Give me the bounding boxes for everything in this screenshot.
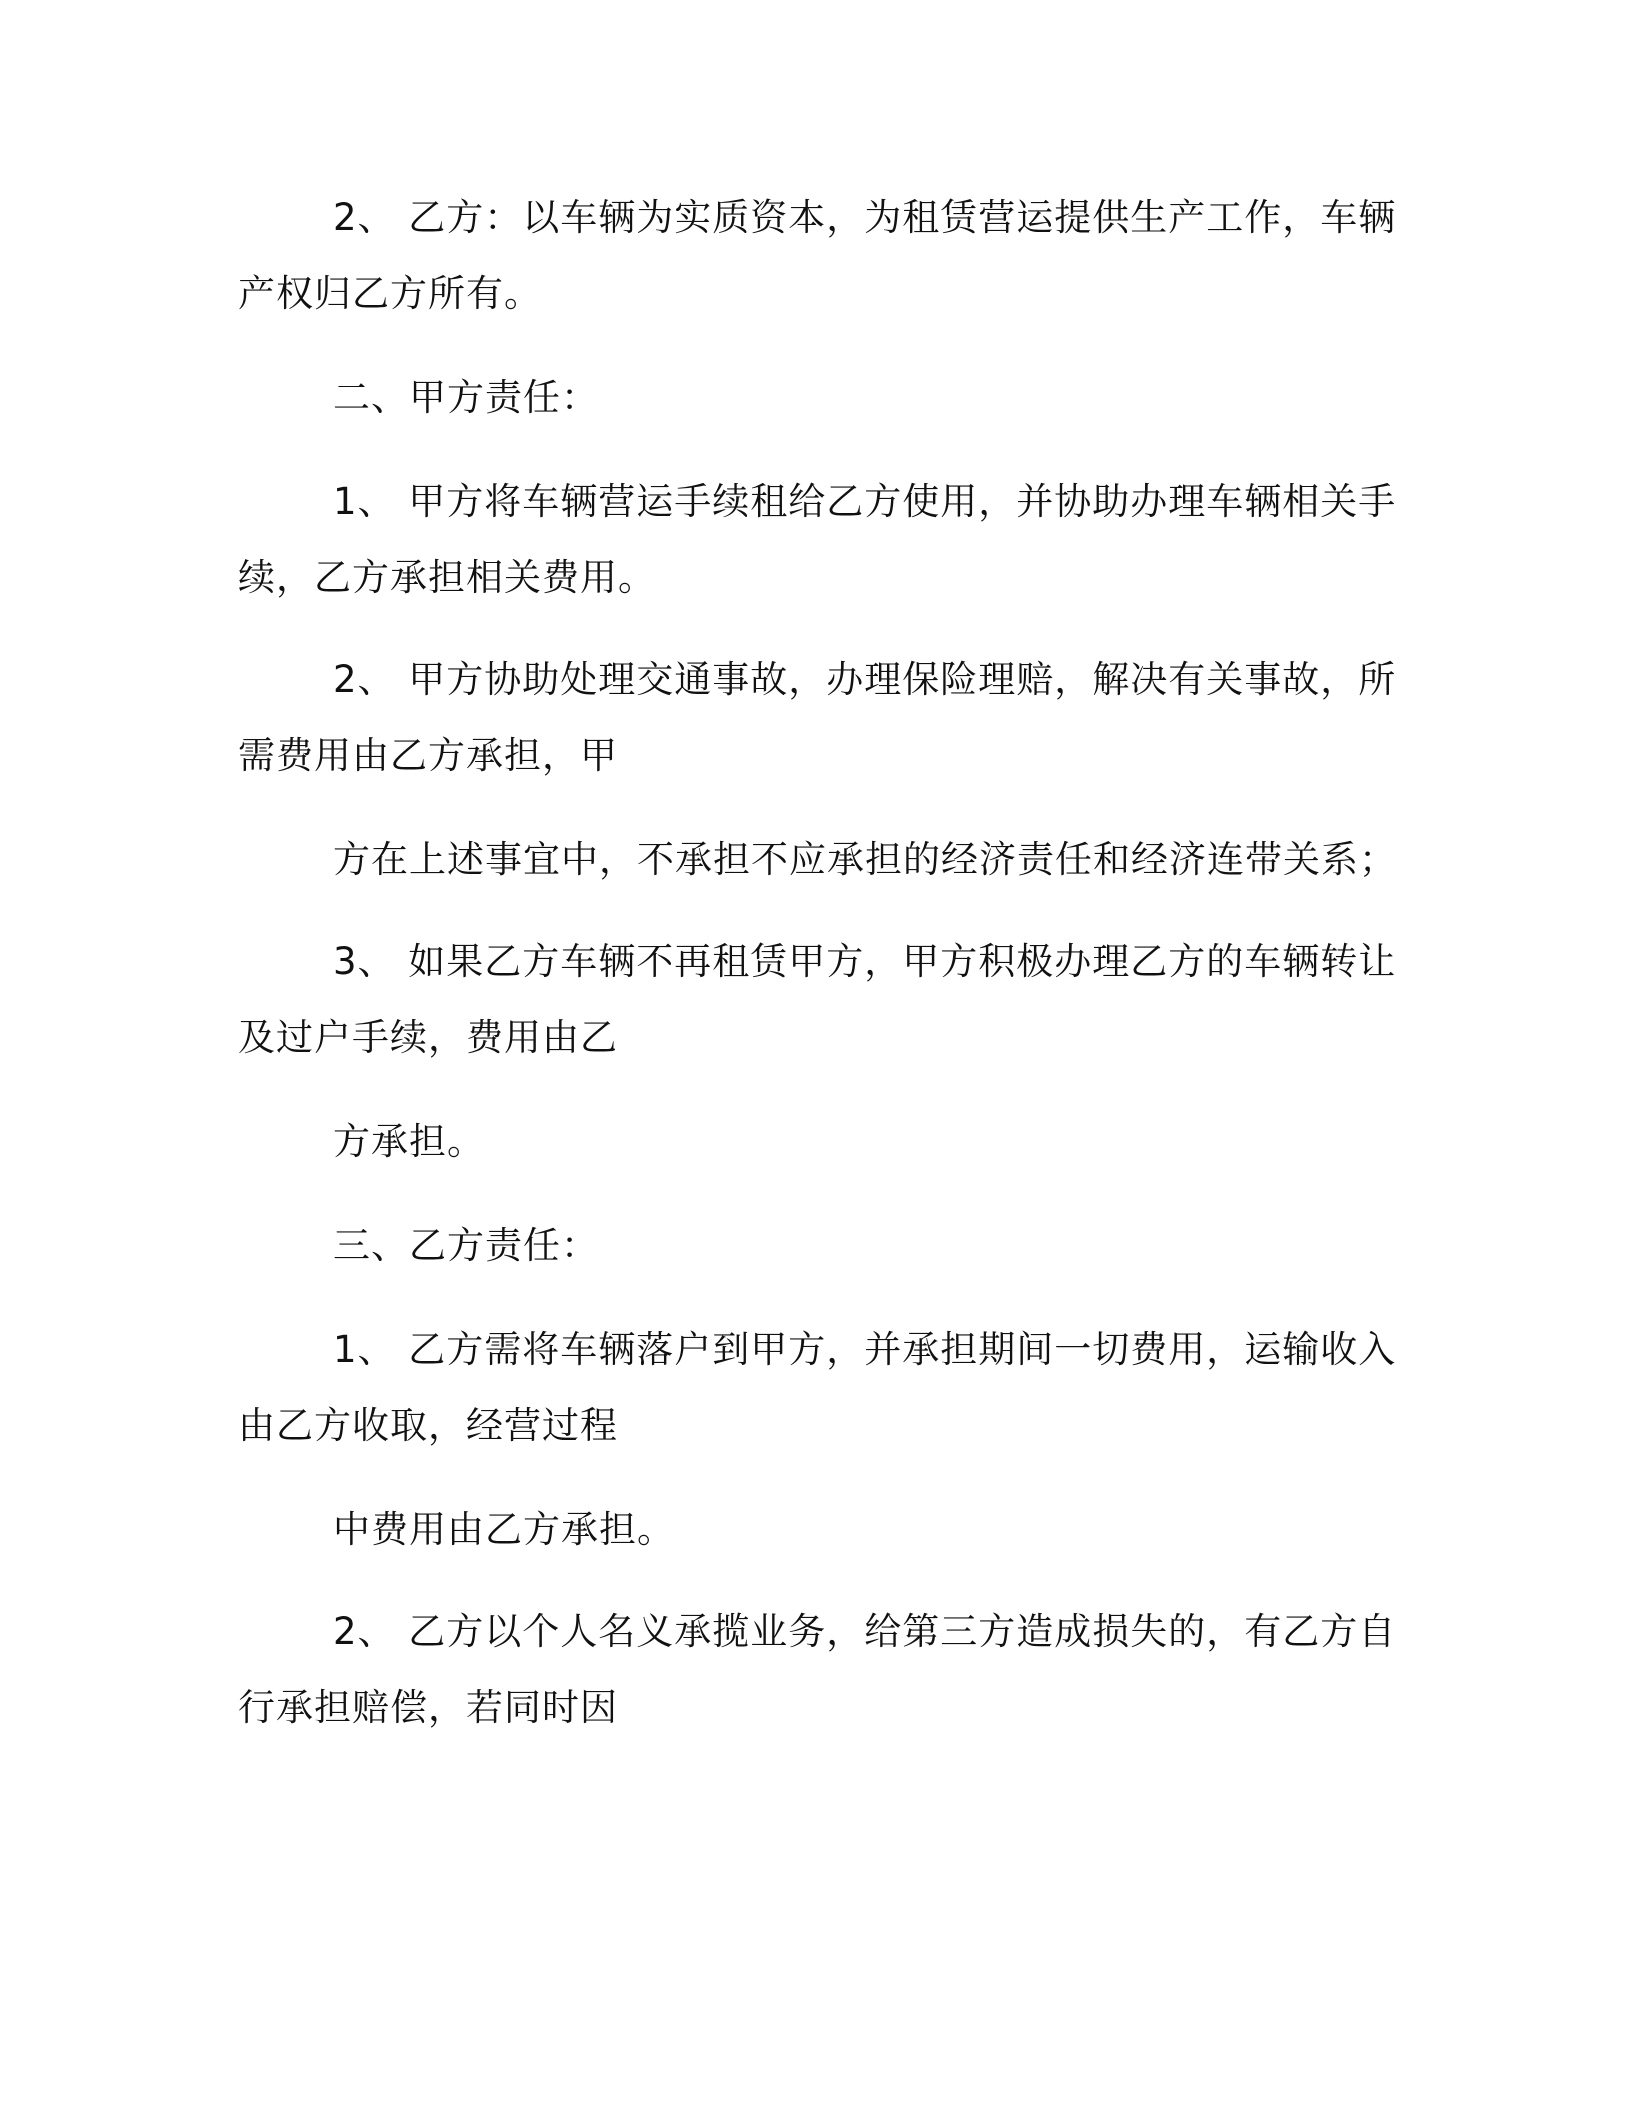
paragraph-line: 及过户手续，费用由乙 <box>238 1016 618 1059</box>
paragraph-line: 需费用由乙方承担，甲 <box>238 734 618 777</box>
paragraph-line: 方承担。 <box>333 1120 485 1163</box>
paragraph-line: 产权归乙方所有。 <box>238 272 542 315</box>
paragraph-line: 3、 如果乙方车辆不再租赁甲方，甲方积极办理乙方的车辆转让 <box>333 940 1397 983</box>
paragraph-line: 1、 甲方将车辆营运手续租给乙方使用，并协助办理车辆相关手 <box>333 480 1397 523</box>
paragraph-line: 中费用由乙方承担。 <box>333 1508 675 1551</box>
paragraph-line: 1、 乙方需将车辆落户到甲方，并承担期间一切费用，运输收入 <box>333 1328 1397 1371</box>
section-heading: 二、甲方责任： <box>333 376 599 419</box>
paragraph-line: 续，乙方承担相关费用。 <box>238 556 656 599</box>
paragraph-line: 行承担赔偿，若同时因 <box>238 1686 618 1729</box>
paragraph-line: 2、 乙方：以车辆为实质资本，为租赁营运提供生产工作，车辆 <box>333 196 1397 239</box>
paragraph-line: 2、 甲方协助处理交通事故，办理保险理赔，解决有关事故，所 <box>333 658 1397 701</box>
paragraph-line: 方在上述事宜中，不承担不应承担的经济责任和经济连带关系； <box>333 838 1397 881</box>
paragraph-line: 由乙方收取，经营过程 <box>238 1404 618 1447</box>
paragraph-line: 2、 乙方以个人名义承揽业务，给第三方造成损失的，有乙方自 <box>333 1610 1397 1653</box>
section-heading: 三、乙方责任： <box>333 1224 599 1267</box>
